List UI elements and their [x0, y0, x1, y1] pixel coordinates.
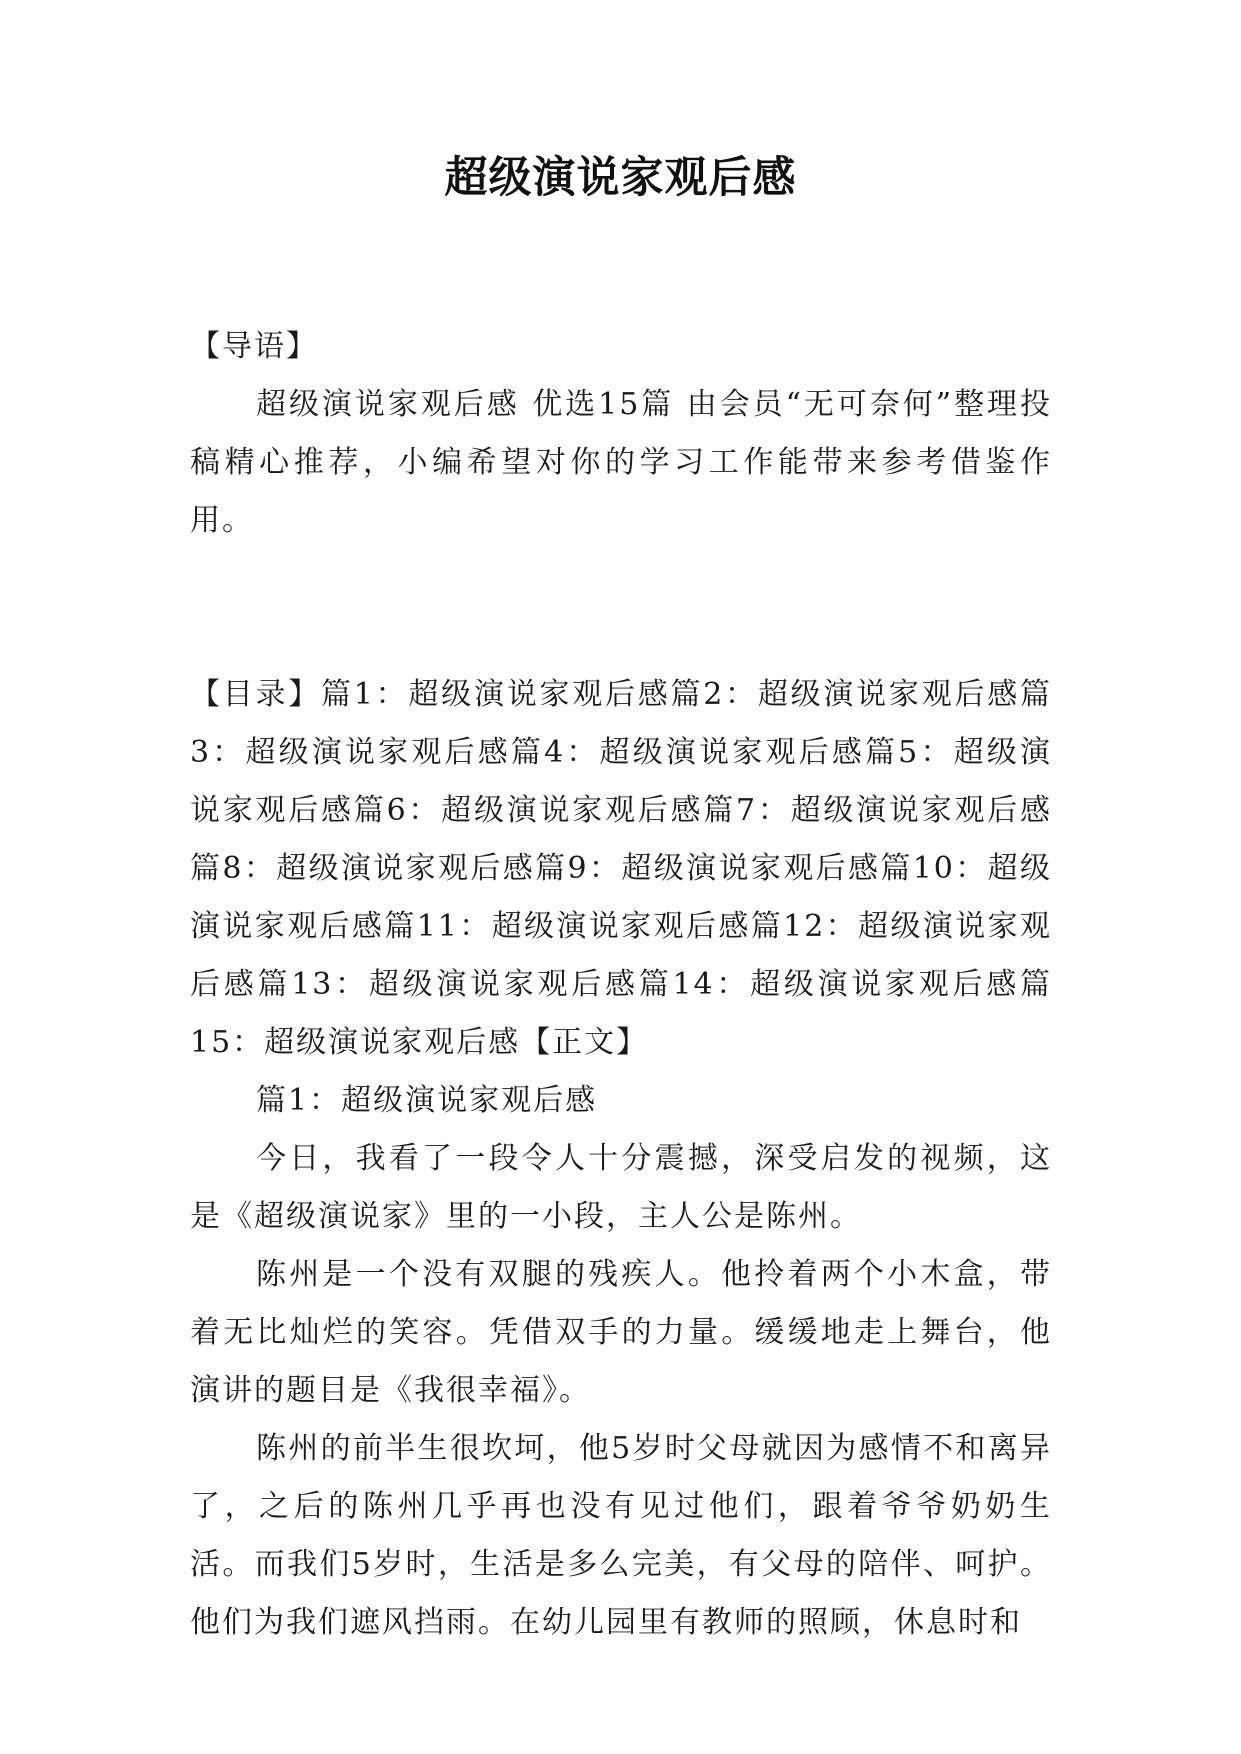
body-paragraph: 陈州是一个没有双腿的残疾人。他拎着两个小木盒，带着无比灿烂的笑容。凭借双手的力量。缓缓地走上舞台，他演讲的题目是《我很幸福》。: [190, 1257, 1052, 1408]
body-paragraph: 今日，我看了一段令人十分震撼，深受启发的视频，这是《超级演说家》里的一小段，主人公是陈州。: [190, 1141, 1052, 1234]
intro-paragraph: 超级演说家观后感 优选15篇 由会员“无可奈何”整理投稿精心推荐，小编希望对你的学习工作能带来参考借鉴作用。: [190, 387, 1052, 538]
body-paragraph: 陈州的前半生很坎坷，他5岁时父母就因为感情不和离异了，之后的陈州几乎再也没有见过他们，跟着爷爷奶奶生活。而我们5岁时，生活是多么完美，有父母的陪伴、呵护。他们为我们遮风挡雨。在幼儿园里有教师的照顾，休息时和: [190, 1431, 1052, 1640]
document-body: [190, 318, 1052, 1652]
intro-heading: 【导语】: [190, 329, 318, 364]
table-of-contents: 【目录】篇1：超级演说家观后感篇2：超级演说家观后感篇3：超级演说家观后感篇4：超级演说家观后感篇5：超级演说家观后感篇6：超级演说家观后感篇7：超级演说家观后感篇8：超级演说家观后感篇9：超级演说家观后感篇10：超级演说家观后感篇11：超级演说家观后感篇12：超级演说家观后感篇13：超级演说家观后感篇14：超级演说家观后感篇15：超级演说家观后感【正文】: [190, 677, 1052, 1060]
section-spacer: [190, 550, 1052, 666]
document-title: 超级演说家观后感: [444, 153, 797, 203]
section-heading: 篇1：超级演说家观后感: [256, 1083, 598, 1118]
